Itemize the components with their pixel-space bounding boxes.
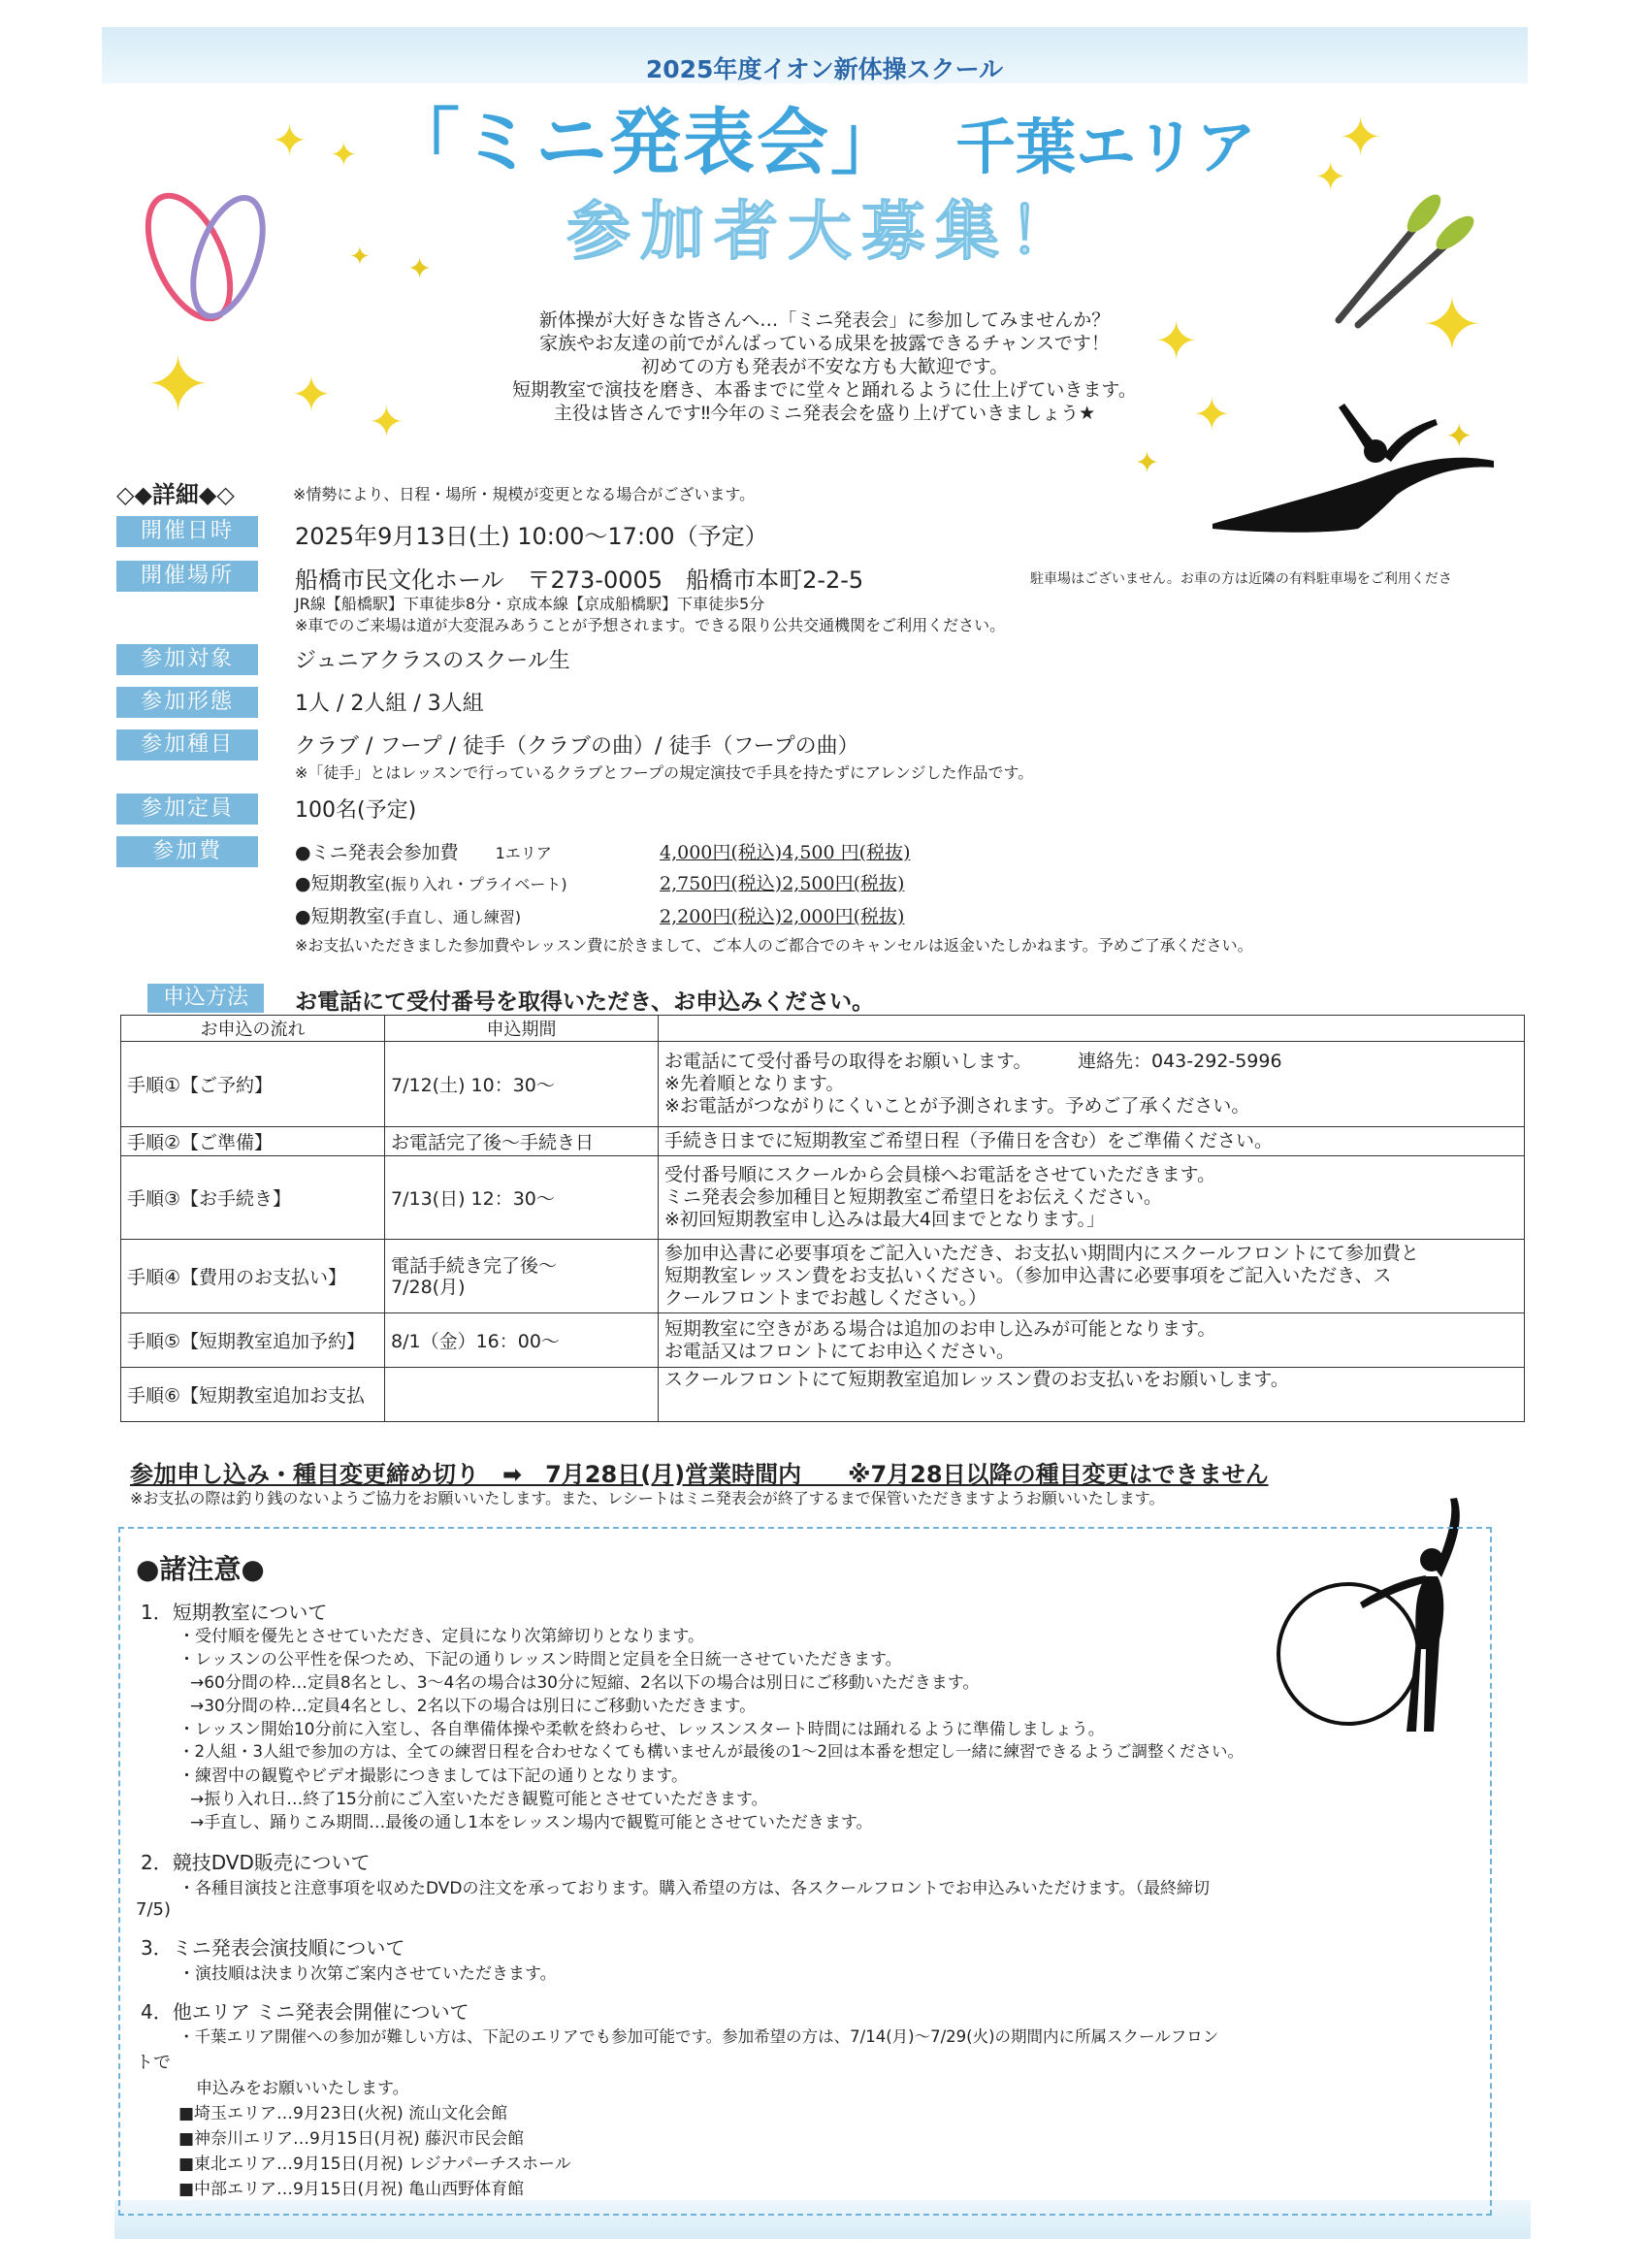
event-title: 「ミニ発表会」 [388,101,904,184]
intro-line: 初めての方も発表が不安な方も大歓迎です。 [640,356,1009,377]
traffic-note: ※車でのご来場は道が大変混みあうことが予想されます。できる限り公共交通機関をご利用ください。 [295,616,1006,634]
detail-line: ミニ発表会参加種目と短期教室ご希望日をお伝えください。 [664,1186,1163,1208]
area-item: ■埼玉エリア…9月23日(火祝) 流山文化会館 [178,2104,508,2123]
apply-text: お電話にて受付番号を取得いただき、お申込みください。 [295,989,875,1015]
sparkle-star-icon: ✦ [146,340,211,430]
step-cell: 手順⑤【短期教室追加予約】 [121,1313,385,1368]
step-cell: 手順⑥【短期教室追加お支払 [121,1368,385,1422]
detail-cell [659,1156,1525,1240]
detail-line: お電話にて受付番号の取得をお願いします。 連絡先：043-292-5996 [664,1051,1282,1072]
payment-note: ※お支払の際は釣り銭のないようご協力をお願いいたします。また、レシートはミニ発表会が終了するまで保管いただきますようお願いいたします。 [130,1489,1165,1507]
format-value: 1人 / 2人組 / 3人組 [295,692,484,716]
period-cell: 7/12(土) 10：30～ [385,1042,659,1127]
sparkle-star-icon: ✦ [1154,310,1199,372]
fee-sub: 1エリア [495,844,552,862]
date-label: 開催日時 [116,516,258,547]
detail-cell [659,1368,1525,1422]
fee-row [295,838,552,864]
notes-line: ・千葉エリア開催への参加が難しい方は、下記のエリアでも参加可能です。参加希望の方は、7/14(月)～7/29(火)の期間内に所属スクールフロン [178,2027,1219,2046]
period-cell: お電話完了後～手続き日 [385,1127,659,1156]
apply-label: 申込方法 [147,984,264,1013]
target-label: 参加対象 [116,644,258,675]
fee-name: ●ミニ発表会参加費 [295,842,459,863]
intro-line: 家族やお友達の前でがんばっている成果を披露できるチャンスです！ [539,333,1110,354]
detail-line: 参加申込書に必要事項をご記入いただき、お支払い期間内にスクールフロントにて参加費と [664,1243,1419,1264]
sparkle-star-icon: ✦ [407,252,433,286]
notes-title: ●諸注意● [136,1553,265,1585]
notes-line: ・受付順を優先とさせていただき、定員になり次第締切りとなります。 [178,1627,704,1646]
sparkle-star-icon: ✦ [272,116,307,166]
format-label: 参加形態 [116,687,258,718]
detail-line: お電話又はフロントにてお申込ください。 [664,1340,1016,1362]
detail-line: ※お電話がつながりにくいことが予測されます。予めご了承ください。 [664,1095,1250,1117]
events-note: ※「徒手」とはレッスンで行っているクラブとフープの規定演技で手具を持たずにアレンジした作品です。 [295,763,1034,782]
target-value: ジュニアクラスのスクール生 [295,649,570,673]
sparkle-star-icon: ✦ [369,398,404,447]
fee-sub: (振り入れ・プライベート) [384,875,567,893]
detail-cell [659,1240,1525,1313]
fee-row [295,869,567,895]
notes-section-title: 4．他エリア ミニ発表会開催について [141,2000,469,2024]
intro-line: 主役は皆さんです‼今年のミニ発表会を盛り上げていきましょう★ [553,403,1096,424]
table-row [121,1313,1525,1368]
sparkle-star-icon: ✦ [349,243,371,272]
notes-line: ・レッスンの公平性を保つため、下記の通りレッスン時間と定員を全日統一させていただきます。 [178,1650,902,1669]
table-row [121,1156,1525,1240]
notes-line: 7/5) [136,1899,171,1920]
period-cell: 電話手続き完了後～ 7/28(月) [385,1240,659,1313]
fee-sub: (手直し、通し練習) [384,908,522,926]
detail-line: クールフロントまでお越しください。） [664,1287,987,1309]
step-cell: 手順③【お手続き】 [121,1156,385,1240]
venue-value: 船橋市民文化ホール 〒273-0005 船橋市本町2-2-5 [295,567,864,594]
events-label: 参加種目 [116,729,258,761]
detail-cell [659,1313,1525,1368]
notes-line: →30分間の枠…定員4名とし、2名以下の場合は別日にご移動いただきます。 [190,1697,757,1716]
table-row [121,1240,1525,1313]
fee-name: ●短期教室 [295,906,385,927]
events-value: クラブ / フープ / 徒手（クラブの曲）/ 徒手（フープの曲） [295,734,859,759]
notes-line: →振り入れ日…終了15分前にご入室いただき観覧可能とさせていただきます。 [190,1790,768,1809]
intro-line: 短期教室で演技を磨き、本番までに堂々と踊れるように仕上げていきます。 [512,379,1137,401]
fee-row [295,902,521,928]
table-header [659,1016,1525,1042]
sparkle-star-icon: ✦ [1135,446,1160,480]
capacity-label: 参加定員 [116,794,258,825]
detail-line: 短期教室に空きがある場合は追加のお申し込みが可能となります。 [664,1317,1216,1340]
sparkle-star-icon: ✦ [1314,155,1347,200]
period-cell: 7/13(日) 12：30～ [385,1156,659,1240]
sparkle-star-icon: ✦ [1193,388,1231,440]
recruit-title: 参加者大募集！ [566,194,1083,269]
notes-section-title: 3．ミニ発表会演技順について [141,1936,405,1960]
detail-line: 手続き日までに短期教室ご希望日程（予備日を含む）をご準備ください。 [664,1130,1274,1151]
table-header: お申込の流れ [121,1016,385,1042]
date-value: 2025年9月13日(土) 10:00～17:00（予定） [295,523,768,550]
deadline-notice: 参加申し込み・種目変更締め切り ➡ 7月28日(月)営業時間内 ※7月28日以降の種目変更はできません [130,1461,1269,1488]
sparkle-star-icon: ✦ [330,136,358,175]
notes-line: →手直し、踊りこみ期間…最後の通し1本をレッスン場内で観覧可能とさせていただきます。 [190,1813,873,1832]
period-cell [385,1368,659,1422]
detail-line: 受付番号順にスクールから会員様へお電話をさせていただきます。 [664,1164,1216,1185]
area-item: ■中部エリア…9月15日(月祝) 亀山西野体育館 [178,2180,525,2199]
notes-line: ・演技順は決まり次第ご案内させていただきます。 [178,1964,557,1984]
notes-section-title: 2．競技DVD販売について [141,1851,371,1874]
fee-name: ●短期教室 [295,873,385,894]
sparkle-star-icon: ✦ [1339,107,1383,168]
parking-note: 駐車場はございません。お車の方は近隣の有料駐車場をご利用くださ [1030,571,1452,587]
fee-note: ※お支払いただきました参加費やレッスン費に於きまして、ご本人のご都合でのキャンセルは返金いたしかねます。予めご了承ください。 [295,936,1253,955]
period-cell: 8/1（金）16：00～ [385,1313,659,1368]
detail-line: スクールフロントにて短期教室追加レッスン費のお支払いをお願いします。 [664,1369,1289,1390]
table-row [121,1368,1525,1422]
fee-amount: 4,000円(税込)4,500 円(税抜) [660,842,911,863]
notes-line: ・レッスン開始10分前に入室し、各自準備体操や柔軟を終わらせ、レッスンスタート時間には踊れるように準備しましょう。 [178,1720,1105,1739]
details-heading: ◇◆詳細◆◇ [116,481,235,508]
detail-line: 短期教室レッスン費をお支払いください。（参加申込書に必要事項をご記入いただき、ス [664,1265,1392,1286]
hoop-icon [136,175,301,340]
sparkle-star-icon: ✦ [291,367,332,423]
fee-amount: 2,750円(税込)2,500円(税抜) [660,873,905,894]
table-header-row [121,1016,1525,1042]
step-cell: 手順②【ご準備】 [121,1127,385,1156]
access-note: JR線【船橋駅】下車徒歩8分・京成本線【京成船橋駅】下車徒歩5分 [295,595,765,613]
intro-line: 新体操が大好きな皆さんへ…「ミニ発表会」に参加してみませんか？ [538,309,1111,331]
detail-line: ※先着順となります。 [664,1073,845,1094]
notes-line: ・練習中の観覧やビデオ撮影につきましては下記の通りとなります。 [178,1766,688,1786]
intro-text [320,308,1329,425]
area-title: 千葉エリア [955,112,1257,182]
table-header: 申込期間 [385,1016,659,1042]
sparkle-star-icon: ✦ [1421,281,1483,368]
fee-amount: 2,200円(税込)2,000円(税抜) [660,906,905,927]
notes-line: 申込みをお願いいたします。 [196,2079,409,2098]
step-cell: 手順①【ご予約】 [121,1042,385,1127]
area-item: ■神奈川エリア…9月15日(月祝) 藤沢市民会館 [178,2129,525,2149]
capacity-value: 100名(予定) [295,798,417,823]
detail-cell [659,1042,1525,1127]
detail-line: ※初回短期教室申し込みは最大4回までとなります。」 [664,1209,1105,1230]
table-row [121,1042,1525,1127]
notes-line: ・2人組・3人組で参加の方は、全ての練習日程を合わせなくても構いませんが最後の1～2回は本番を想定し一緒に練習できるようご調整ください。 [178,1742,1244,1761]
notes-line: トで [136,2053,171,2073]
detail-cell [659,1127,1525,1156]
fee-label: 参加費 [116,836,258,867]
notes-line: ・各種目演技と注意事項を収めたDVDの注文を承っております。購入希望の方は、各スクールフロントでお申込みいただけます。（最終締切 [178,1879,1210,1898]
notes-line: →60分間の枠…定員8名とし、3～4名の場合は30分に短縮、2名以下の場合は別日にご移動いただきます。 [190,1673,980,1693]
application-flow-table [120,1015,1525,1422]
notes-section-title: 1．短期教室について [141,1601,328,1624]
sparkle-star-icon: ✦ [1445,417,1473,456]
step-cell: 手順④【費用のお支払い】 [121,1240,385,1313]
details-note: ※情勢により、日程・場所・規模が変更となる場合がございます。 [293,485,756,503]
school-subtitle: 2025年度イオン新体操スクール [645,55,1004,83]
table-row [121,1127,1525,1156]
venue-label: 開催場所 [116,561,258,592]
area-item: ■東北エリア…9月15日(月祝) レジナパーチスホール [178,2155,571,2174]
